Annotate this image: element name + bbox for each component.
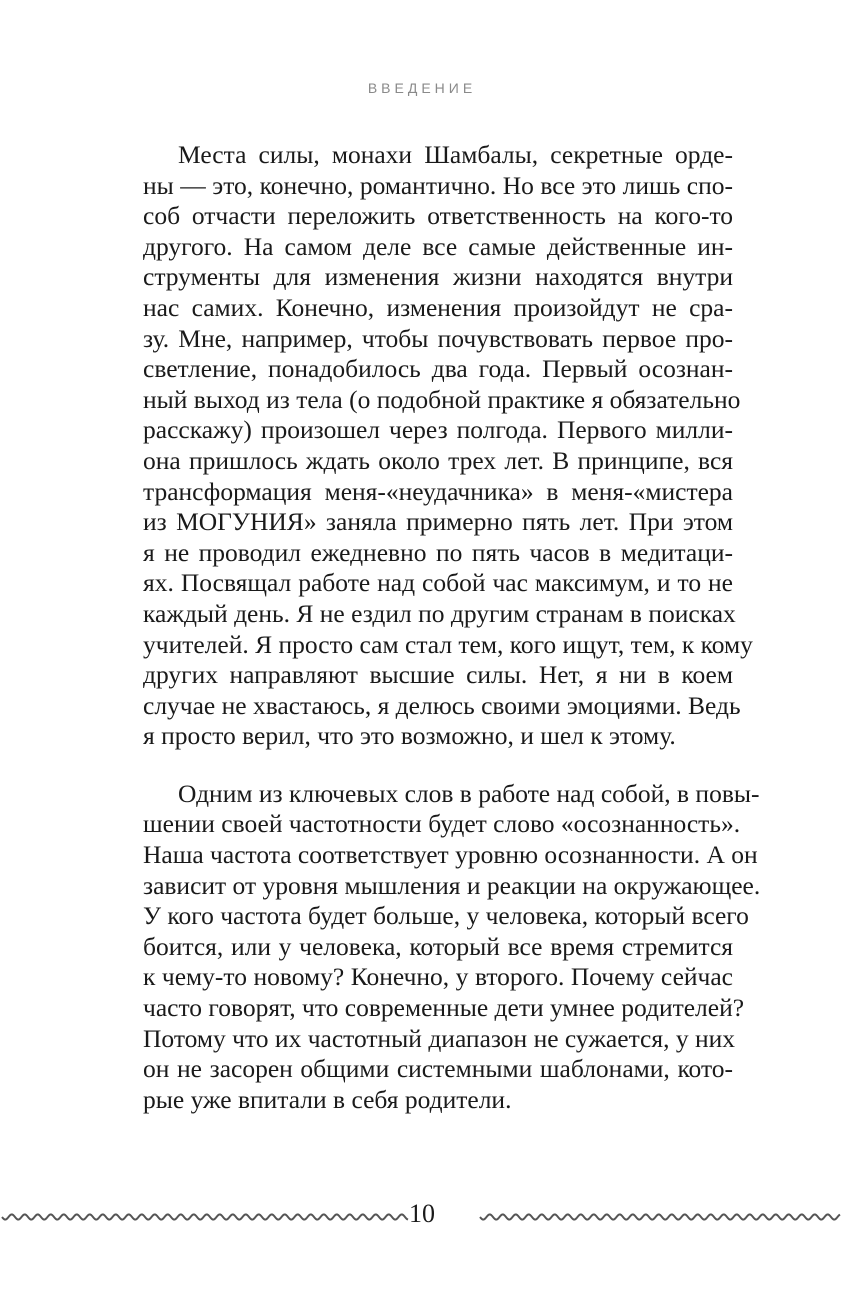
text-line: других направляют высшие силы. Нет, я ни в коем (143, 660, 733, 690)
text-line: к чему-то новому? Конечно, у второго. Почему сейчас (143, 962, 733, 992)
text-line: боится, или у человека, который все время стремится (143, 931, 733, 961)
text-line: случае не хвастаюсь, я делюсь своими эмоциями. Ведь (143, 690, 741, 720)
text-line: каждый день. Я не ездил по другим странам в поисках (143, 598, 736, 628)
text-line: Наша частота соответствует уровню осознанности. А он (143, 840, 758, 870)
text-line: учителей. Я просто сам стал тем, кого ищут, тем, к кому (143, 629, 753, 659)
text-line: другого. На самом деле все самые действенные ин- (143, 231, 733, 261)
text-line: шении своей частотности будет слово «осознанность». (143, 809, 741, 839)
text-line: ный выход из тела (о подобной практике я обязательно (143, 384, 741, 414)
text-line: трансформация меня-«неудачника» в меня-«мистера (143, 476, 733, 506)
text-line: У кого частота будет больше, у человека, который всего (143, 901, 749, 931)
text-line: ны — это, конечно, романтично. Но все это лишь спо- (143, 170, 733, 200)
text-line: он не засорен общими системными шаблонами, кото- (143, 1054, 733, 1084)
text-line: светление, понадобилось два года. Первый осознан- (143, 354, 733, 384)
text-line: зависит от уровня мышления и реакции на окружающее. (143, 870, 761, 900)
text-line: струменты для изменения жизни находятся внутри (143, 262, 733, 292)
body-text (143, 140, 761, 1115)
text-line: я просто верил, что это возможно, и шел к этому. (143, 721, 676, 751)
running-head: ВВЕДЕНИЕ (367, 80, 477, 96)
text-line: нас самих. Конечно, изменения произойдут не сра- (143, 292, 733, 322)
text-line: Одним из ключевых слов в работе над собой, в повы- (178, 778, 760, 808)
text-line: зу. Мне, например, чтобы почувствовать первое про- (143, 323, 733, 353)
text-line: ях. Посвящал работе над собой час максимум, и то не (143, 568, 733, 598)
paragraph-2 (143, 778, 761, 1116)
text-line: Потому что их частотный диапазон не сужается, у них (143, 1023, 735, 1053)
text-line: часто говорят, что современные дети умнее родителей? (143, 993, 745, 1023)
text-line: я не проводил ежедневно по пять часов в медитаци- (143, 537, 733, 567)
text-line: соб отчасти переложить ответственность на кого-то (143, 201, 733, 231)
text-line: она пришлось ждать около трех лет. В принципе, вся (143, 445, 733, 475)
text-line: Места силы, монахи Шамбалы, секретные орде- (178, 140, 733, 169)
text-line: расскажу) произошел через полгода. Первого милли- (143, 415, 733, 445)
paragraph-1 (143, 140, 753, 752)
text-line: из МОГУНИЯ» заняла примерно пять лет. При этом (143, 507, 733, 537)
page-number: 10 (409, 1199, 435, 1228)
text-line: рые уже впитали в себя родители. (143, 1084, 512, 1114)
